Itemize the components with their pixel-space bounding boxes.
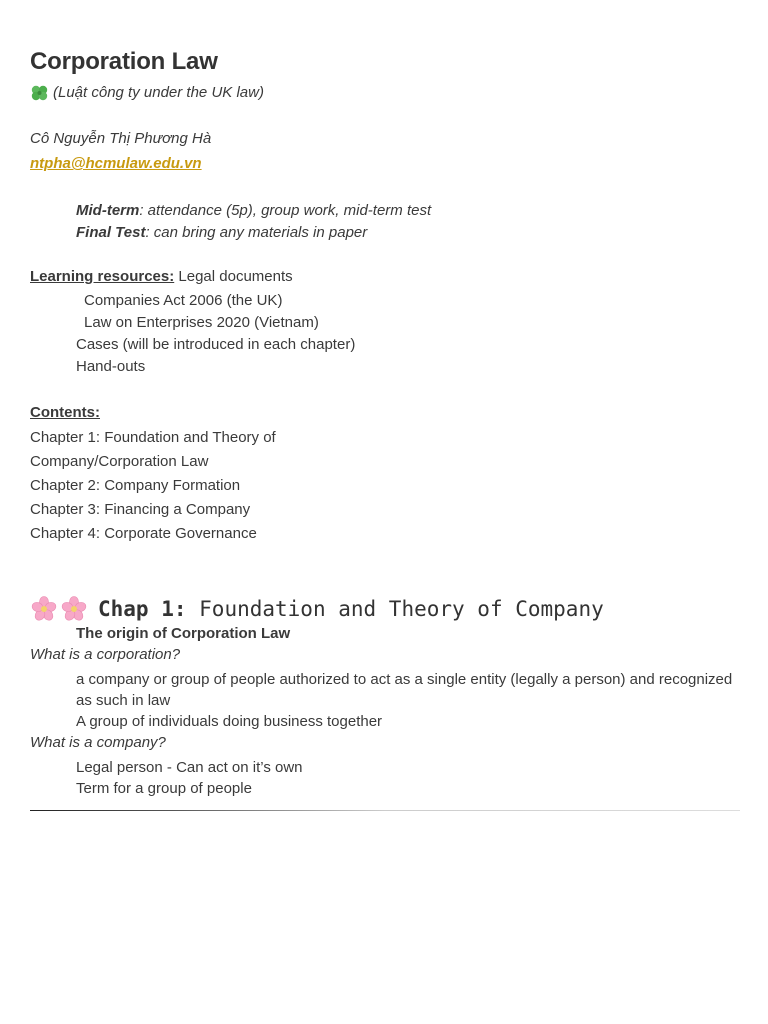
midterm-line — [30, 200, 740, 222]
resource-item: Hand-outs — [76, 358, 146, 375]
horizontal-divider — [30, 810, 740, 811]
teacher-name: Cô Nguyễn Thị Phương Hà — [30, 130, 212, 147]
resources-label: Learning resources: — [30, 268, 175, 285]
section-heading: The origin of Corporation Law — [76, 625, 291, 642]
teacher-email-link[interactable]: ntpha@hcmulaw.edu.vn — [30, 155, 202, 172]
resource-item: Cases (will be introduced in each chapter) — [76, 336, 356, 353]
contents-item: Chapter 1: Foundation and Theory of — [30, 429, 276, 446]
question-company: What is a company? — [30, 734, 166, 751]
four-leaf-clover-icon — [30, 84, 50, 102]
contents-item: Chapter 3: Financing a Company — [30, 501, 251, 518]
answer-item: A group of individuals doing business together — [76, 713, 383, 730]
cherry-blossom-icon — [60, 595, 88, 623]
chapter-1-title — [98, 597, 604, 621]
cherry-blossom-icon — [30, 595, 58, 623]
contents-item: Chapter 4: Corporate Governance — [30, 525, 257, 542]
chapter-1-heading — [30, 594, 740, 624]
resources-intro: Legal documents — [174, 268, 293, 285]
answer-item: a company or group of people authorized to act as a single entity (legally a person) and recognized as such in law — [76, 671, 733, 709]
answer-item: Term for a group of people — [76, 780, 252, 797]
resource-item: Companies Act 2006 (the UK) — [84, 292, 283, 309]
contents-heading — [30, 402, 740, 424]
contents-label: Contents: — [30, 404, 100, 421]
contents-item: Company/Corporation Law — [30, 453, 209, 470]
subtitle-row — [30, 82, 740, 104]
final-test-text: : can bring any materials in paper — [145, 224, 368, 241]
document-page — [30, 44, 740, 799]
contents-item: Chapter 2: Company Formation — [30, 477, 241, 494]
midterm-text: : attendance (5p), group work, mid-term test — [139, 202, 432, 219]
resource-item: Law on Enterprises 2020 (Vietnam) — [84, 314, 319, 331]
final-test-line — [30, 222, 740, 244]
subtitle-text: (Luật công ty under the UK law) — [53, 84, 264, 101]
chapter-1-name: Foundation and Theory of Company — [186, 597, 604, 621]
chapter-1-number: Chap 1: — [98, 597, 187, 621]
resources-line — [30, 266, 740, 288]
page-title: Corporation Law — [30, 48, 218, 75]
answer-item: Legal person - Can act on it’s own — [76, 759, 303, 776]
midterm-label: Mid-term — [76, 202, 140, 219]
final-test-label: Final Test — [76, 224, 146, 241]
question-corporation: What is a corporation? — [30, 646, 181, 663]
